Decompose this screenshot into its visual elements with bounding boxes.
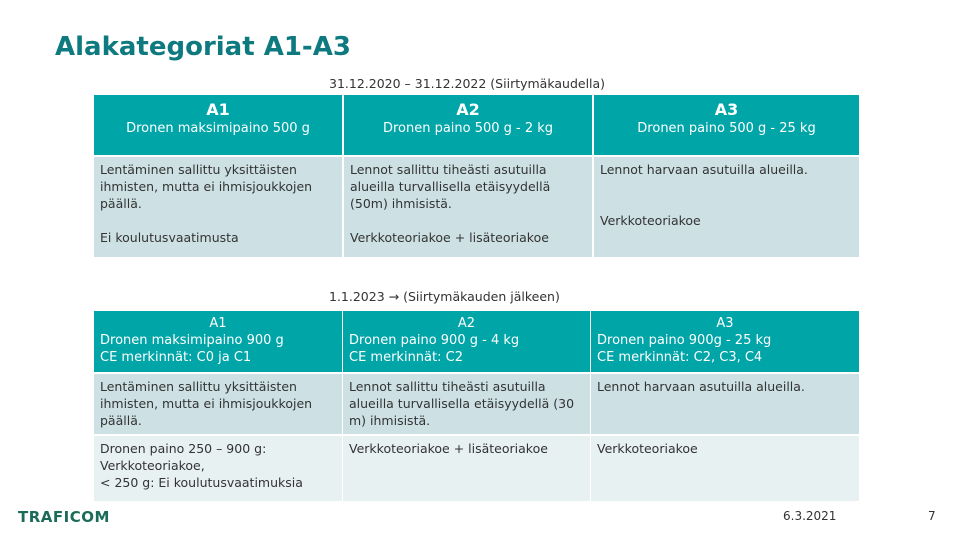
category-desc: Dronen paino 500 g - 25 kg (637, 121, 816, 136)
training-line: Verkkoteoriakoe + lisäteoriakoe (349, 441, 548, 456)
training-text: Verkkoteoriakoe (600, 213, 701, 228)
category-label: A3 (714, 100, 739, 119)
category-desc: Dronen paino 900 g - 4 kg (349, 333, 520, 348)
rule-text: Lentäminen sallittu yksittäisten ihmisten, mutta ei ihmisjoukkojen päällä. (100, 162, 313, 211)
footer-date: 6.3.2021 (783, 509, 837, 523)
ce-marking: CE merkinnät: C2, C3, C4 (597, 350, 763, 365)
ce-marking: CE merkinnät: C0 ja C1 (100, 350, 252, 365)
table2-training-a3 (591, 436, 859, 501)
training-text: Ei koulutusvaatimusta (100, 230, 239, 245)
rule-text: Lennot sallittu tiheästi asutuilla alueilla turvallisella etäisyydellä (50m) ihmisistä. (350, 162, 551, 211)
training-line: < 250 g: Ei koulutusvaatimuksia (100, 475, 303, 490)
table2-header-a3 (591, 311, 859, 372)
category-desc: Dronen maksimipaino 500 g (126, 121, 310, 136)
training-line: Verkkoteoriakoe (597, 441, 698, 456)
traficom-logo: TRAFICOM (18, 508, 110, 526)
training-line: Verkkoteoriakoe, (100, 458, 205, 473)
category-desc: Dronen maksimipaino 900 g (100, 333, 284, 348)
table1-cell-a1 (94, 157, 342, 257)
category-label: A1 (209, 316, 227, 331)
training-text: Verkkoteoriakoe + lisäteoriakoe (350, 230, 549, 245)
ce-marking: CE merkinnät: C2 (349, 350, 463, 365)
table1-cell-a3 (594, 157, 859, 257)
period-label-1: 31.12.2020 – 31.12.2022 (Siirtymäkaudella) (329, 76, 606, 91)
period-label-2: 1.1.2023 → (Siirtymäkauden jälkeen) (329, 289, 560, 304)
table2-header-a1 (94, 311, 342, 372)
page-title: Alakategoriat A1-A3 (55, 32, 351, 62)
category-label: A2 (456, 100, 480, 119)
table1-cell-a2 (344, 157, 592, 257)
table2-rule-a2: Lennot sallittu tiheästi asutuilla alueilla turvallisella etäisyydellä (30 m) ihmisistä. (343, 374, 590, 434)
category-label: A3 (716, 316, 734, 331)
category-desc: Dronen paino 900g - 25 kg (597, 333, 772, 348)
table2-rule-a1: Lentäminen sallittu yksittäisten ihmisten, mutta ei ihmisjoukkojen päällä. (94, 374, 342, 434)
table1-header-a1 (94, 95, 342, 155)
page-number: 7 (928, 509, 936, 523)
rule-text: Lennot harvaan asutuilla alueilla. (600, 162, 808, 177)
table2-training-a1 (94, 436, 342, 501)
category-desc: Dronen paino 500 g - 2 kg (382, 121, 554, 136)
table2-header-a2 (343, 311, 590, 372)
category-label: A2 (457, 316, 476, 331)
table2-rule-a3: Lennot harvaan asutuilla alueilla. (591, 374, 859, 434)
training-line: Dronen paino 250 – 900 g: (100, 441, 267, 456)
table1-header-a3 (594, 95, 859, 155)
table2-training-a2 (343, 436, 590, 501)
table1-header-a2 (344, 95, 592, 155)
category-label: A1 (206, 100, 230, 119)
